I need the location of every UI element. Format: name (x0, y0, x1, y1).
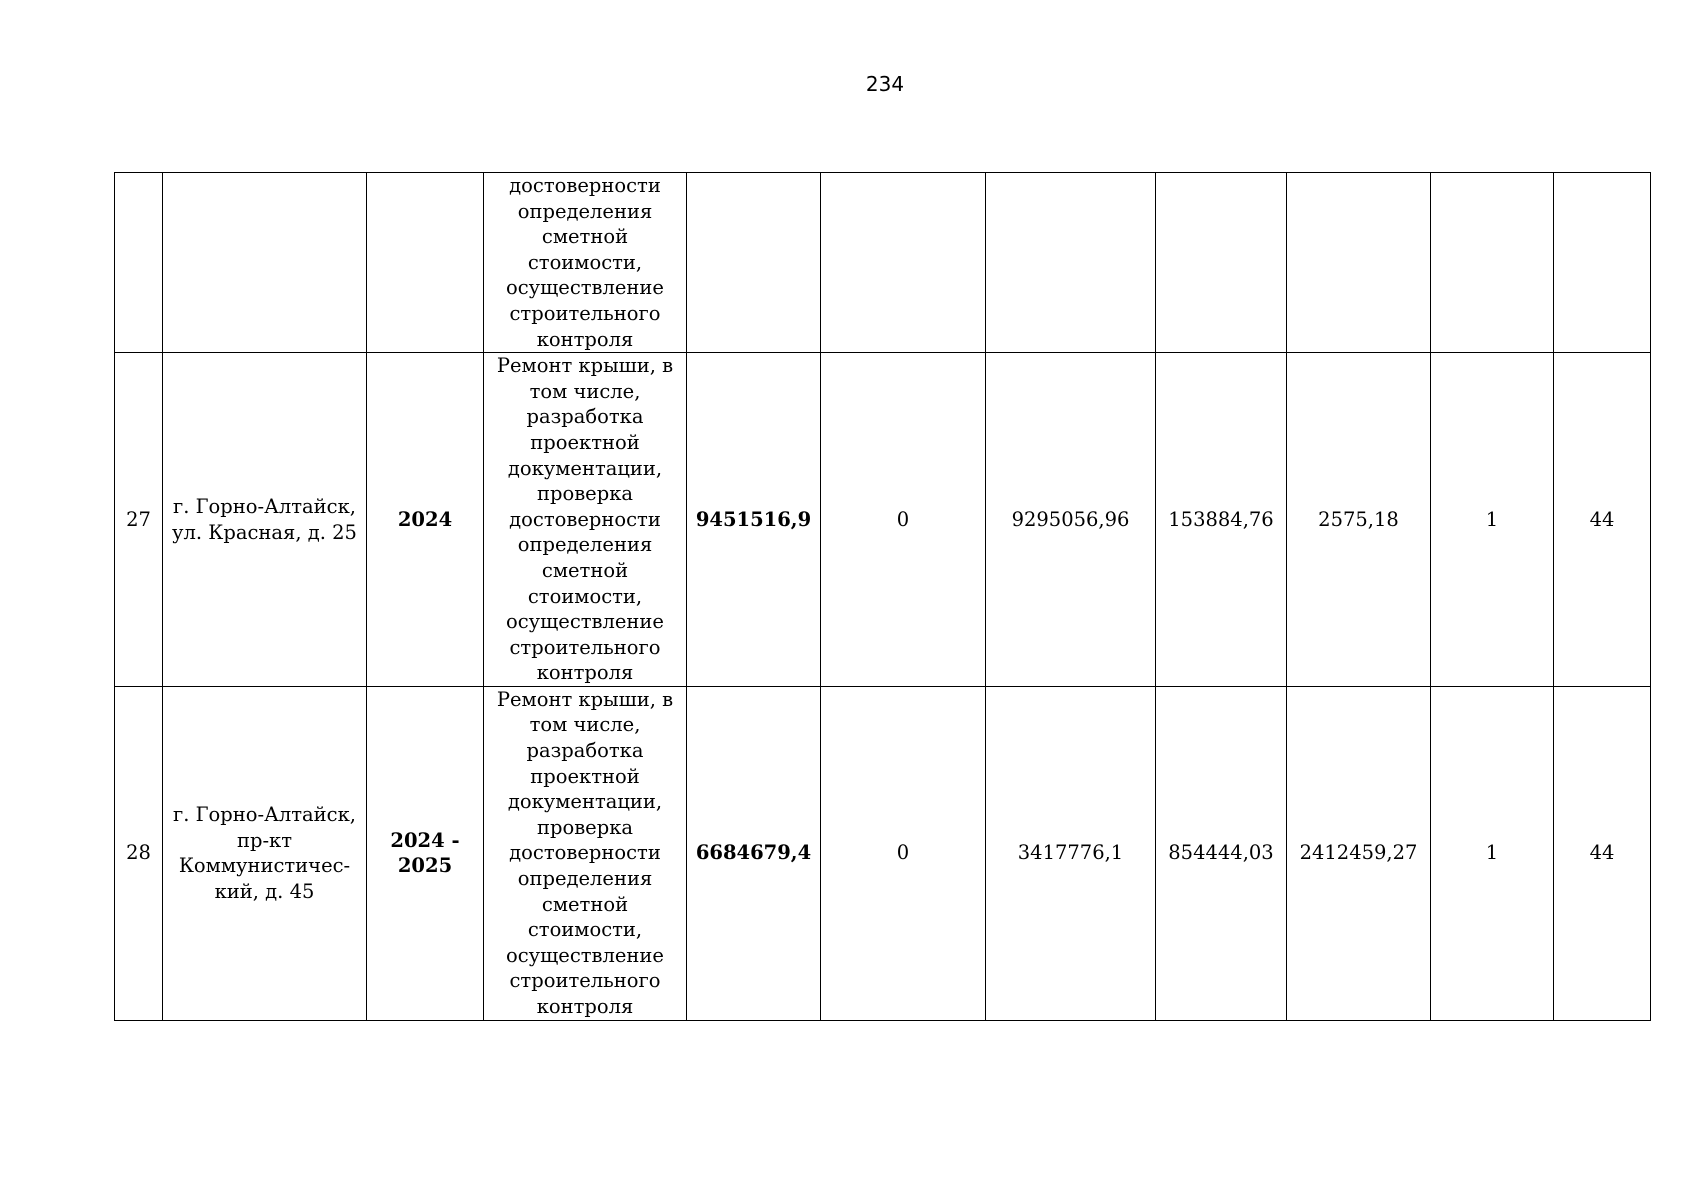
total-cost-cell: 9451516,9 (687, 353, 821, 687)
table-row (115, 353, 1651, 687)
total-cost-cell: 6684679,4 (687, 686, 821, 1020)
value-cell: 2412459,27 (1287, 686, 1431, 1020)
value-cell: 2575,18 (1287, 353, 1431, 687)
period-cell: 2024 (367, 353, 484, 687)
value-cell (1156, 173, 1287, 353)
work-type-cell: Ремонт крыши, в том числе, разработка проектной документации, проверка достоверности определения сметной стоимости, осуществление строительного контроля (484, 686, 687, 1020)
period-cell (367, 173, 484, 353)
value-cell (1554, 173, 1651, 353)
value-cell: 854444,03 (1156, 686, 1287, 1020)
value-cell: 44 (1554, 353, 1651, 687)
value-cell (1431, 173, 1554, 353)
value-cell: 9295056,96 (986, 353, 1156, 687)
value-cell (986, 173, 1156, 353)
row-number-cell: 27 (115, 353, 163, 687)
address-cell (163, 173, 367, 353)
value-cell: 1 (1431, 686, 1554, 1020)
value-cell (821, 173, 986, 353)
row-number-cell (115, 173, 163, 353)
table-row (115, 686, 1651, 1020)
table-row (115, 173, 1651, 353)
value-cell: 0 (821, 686, 986, 1020)
period-cell: 2024 - 2025 (367, 686, 484, 1020)
work-type-cell: достоверности определения сметной стоимости, осуществление строительного контроля (484, 173, 687, 353)
address-cell: г. Горно-Алтайск, ул. Красная, д. 25 (163, 353, 367, 687)
value-cell: 1 (1431, 353, 1554, 687)
value-cell: 0 (821, 353, 986, 687)
value-cell: 44 (1554, 686, 1651, 1020)
total-cost-cell (687, 173, 821, 353)
value-cell (1287, 173, 1431, 353)
row-number-cell: 28 (115, 686, 163, 1020)
value-cell: 3417776,1 (986, 686, 1156, 1020)
address-cell: г. Горно-Алтайск, пр-кт Коммунистичес-кий, д. 45 (163, 686, 367, 1020)
value-cell: 153884,76 (1156, 353, 1287, 687)
page-number: 234 (865, 72, 905, 96)
repair-program-table (114, 172, 1651, 1021)
work-type-cell: Ремонт крыши, в том числе, разработка проектной документации, проверка достоверности определения сметной стоимости, осуществление строительного контроля (484, 353, 687, 687)
